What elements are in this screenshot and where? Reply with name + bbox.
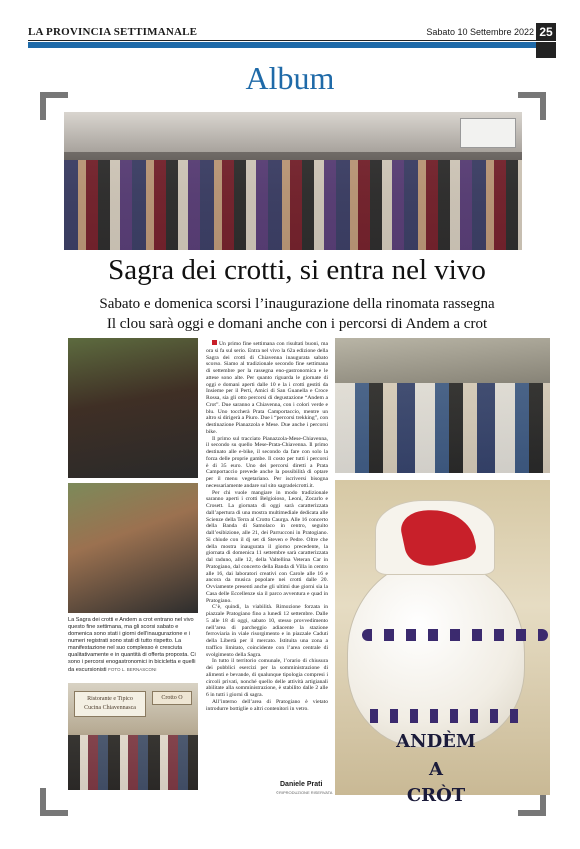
article-paragraph: Un primo fine settimana con risultati buoni, ma ora si fa sul serio. Entra nel vivo la 62a edizione della Sagra dei crotti di Chiavenna inaugurata sabato scorso. Siamo al tradizionale secondo fine settimana di settembre per la rassegna eno-gastronomica e le attese sono alte. Per quanto riguarda le giornate di oggi e domani aperti dalle 10 e la i crotti gestiti da Insieme per il Perti, Amici di San Guanella e Croce Rossa, sia gli otto percorsi di degustazione “Andem a Crot”. Due saranno a Chiavenna, con i colori verde e blu. Uno toccherà Prata Camportaccio, mentre un altro si dirigerà a Piuro. Due i “percorsi trekking”, con destinazione Pianazzola e Mese. Due anche i percorsi bike.: [206, 341, 328, 435]
article-subhead-2: Il clou sarà oggi e domani anche con i percorsi di Andem a crot: [106, 316, 488, 332]
frame-corner-bottom-left: [40, 788, 68, 816]
jug-pattern-band: [362, 629, 548, 641]
article-body: [206, 340, 328, 712]
article-paragraph: All’interno dell’area di Pratogiano è vietato introdurre bottiglie o altri contenitori in vetro.: [206, 698, 328, 712]
article-subhead-1: Sabato e domenica scorsi l’inaugurazione della rinomata rassegna: [99, 296, 495, 312]
masthead: LA PROVINCIA SETTIMANALE: [28, 26, 198, 38]
header-rule: [28, 40, 556, 41]
article-author: Daniele Prati: [280, 781, 323, 788]
section-title: Album: [245, 60, 335, 96]
photo-visitors-street: [335, 383, 550, 473]
jug-body: [347, 558, 525, 806]
photo-crowd: [64, 160, 522, 250]
frame-corner-top-right: [518, 92, 546, 120]
article-paragraph: C’è, quindi, la viabilità. Rimozione forzata in piazzale Pratogiano fino a lunedì 12 settembre. Dalle 5 alle 18 di oggi, sabato 10, stesso provvedimento nell’area di parcheggio adiacente la stazione ferroviaria in viale risorgimento e in piazzale Caduti della Libertà per il mercato. Istituita una zona a traffico limitato, coincidente con l’area centrale di svolgimento della Sagra.: [206, 604, 328, 658]
caption-text: La Sagra dei crotti e Andem a crot entrano nel vivo questo fine settimana, ma gli scorsi sabato e domenica sono stati i giorni dell’inaugurazione e i numeri registrati sono stati di tutto rispetto. La manifestazione nel suo complesso è cresciuta qualitativamente e in quantità di offerta proposta. Ci sono i percorsi enogastronomici in bicicletta e quelli da escursionisti: [68, 617, 196, 673]
photo-women-walking: [335, 338, 550, 473]
photo-caption: [68, 617, 198, 674]
photo-ceramic-jug: [335, 480, 550, 806]
article-paragraph: Il primo sul tracciato Pianazzola-Mese-Chiavenna, il secondo su quello Mese-Prata-Chiavenna. Il primo destinato alle e-bike, il secondo da fare con solo la forza delle proprie gambe. Il costo per tutti i percorsi è di 35 euro. Uno dei percorsi diretti a Prata Camportaccio prevede anche la possibilità di optare per il menu vegetariano. Per iscriversi bisogna necessariamente andare sul sito sagradeicrotti.it.: [206, 435, 328, 489]
shop-sign-line-2: Cucina Chiavennasca: [84, 705, 136, 711]
shop-sign-line-1: Ristorante e Tipico: [87, 696, 133, 702]
jug-pattern-dots: [370, 709, 530, 723]
photo-group-meal: [68, 483, 198, 613]
reproduction-note: ©RIPRODUZIONE RISERVATA: [276, 790, 333, 795]
photo-shop-sign: [74, 691, 146, 717]
article-paragraph: In tutto il territorio comunale, l’orario di chiusura dei pubblici esercizi per la somministrazione di alimenti e bevande, di qualunque tipologia compresi i circoli privati, nonché quello delle attività artigianali abilitate alla somministrazione, è stabilito dalle 2 alle 6 in tutti i giorni di sagra.: [206, 658, 328, 698]
photo-visitors: [68, 735, 198, 790]
jug-text-line-1: ANDÈM: [396, 731, 476, 752]
photo-restaurant-entrance: [68, 683, 198, 790]
issue-date: Sabato 10 Settembre 2022: [426, 27, 534, 37]
article-headline: Sagra dei crotti, si entra nel vivo: [108, 254, 486, 286]
photo-street-sign: [460, 118, 516, 148]
section-bar: [28, 42, 556, 48]
photo-credit: FOTO L. BERNASCONI: [108, 667, 157, 672]
jug-text-line-2: A: [429, 759, 443, 780]
photo-crotto-sign: Crotto O: [152, 691, 192, 705]
article-paragraph: Per chi vuole mangiare in modo tradizionale saranno aperti i crotti Belgioioso, Leoni, Zocarlo e Crosett. La giornata di oggi sarà caratterizzata dall’apertura di una mostra multimediale dedicata alle Scienze della Terra al Crotto Caurga. Alle 16 concerto della Banda di Samolaco in centro, seguito dall’esibizione, alle 21, dei Parrucconi in Pratogiano. Si chiude con il dj set di Steven e Pedre. Oltre che della mostra inaugurata il giorno precedente, la giornata di domenica 11 settembre sarà caratterizzata dal raduno, alle 12, della Valtellina Veteran Car in Pratogiano, dal concerto della Banda di Villa in centro alle 16, dai laboratori creativi con Carole alle 16 e ancora da musica popolare nei crotti dalle 20. Ovviamente presenti anche gli ultimi due giorni sia la Casa delle Eccellenze sia il parco avventura e quad in Pratogiano.: [206, 489, 328, 604]
photo-diners-table: [68, 338, 198, 478]
photo-background: [64, 112, 522, 152]
page-tab: [536, 42, 556, 58]
jug-text-line-3: CRÒT: [406, 785, 466, 806]
page-number: 25: [536, 23, 556, 41]
photo-crowd-street: [64, 112, 522, 250]
